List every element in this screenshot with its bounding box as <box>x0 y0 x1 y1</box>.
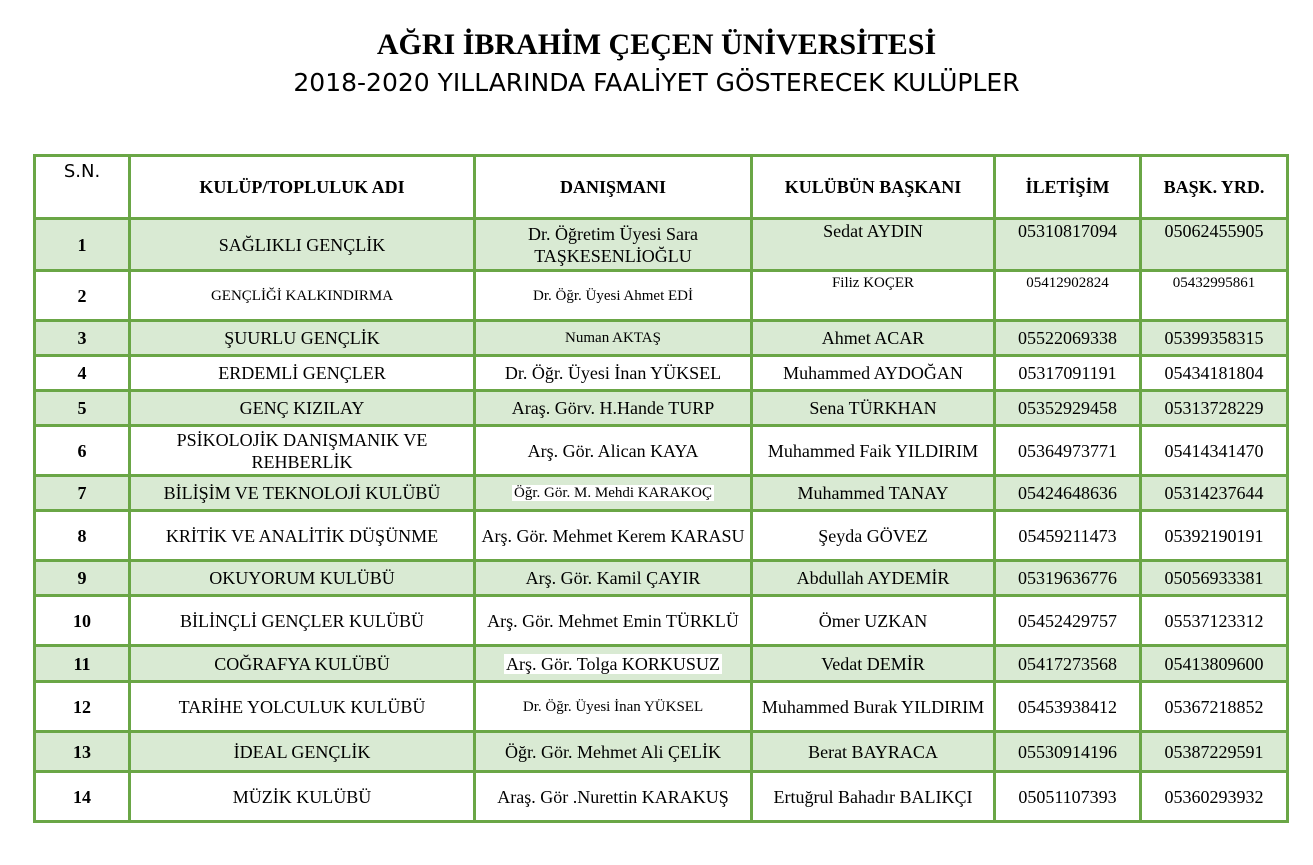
row-number: 2 <box>35 271 130 321</box>
contact-phone: 05310817094 <box>995 219 1141 271</box>
vice-phone: 05413809600 <box>1141 646 1288 682</box>
contact-phone: 05522069338 <box>995 321 1141 356</box>
contact-phone: 05459211473 <box>995 511 1141 561</box>
president-name: Vedat DEMİR <box>752 646 995 682</box>
table-row <box>35 219 1288 271</box>
document-subtitle: 2018-2020 YILLARINDA FAALİYET GÖSTERECEK KULÜPLER <box>293 68 1020 97</box>
column-header-vice: BAŞK. YRD. <box>1141 156 1288 219</box>
advisor-name-text: Öğr. Gör. M. Mehdi KARAKOÇ <box>514 485 712 501</box>
table-row <box>35 391 1288 426</box>
table-row <box>35 321 1288 356</box>
vice-phone: 05387229591 <box>1141 732 1288 772</box>
advisor-name: Araş. Görv. H.Hande TURP <box>475 391 752 426</box>
club-name: GENÇLİĞİ KALKINDIRMA <box>130 271 475 321</box>
table-row <box>35 646 1288 682</box>
vice-phone: 05414341470 <box>1141 426 1288 476</box>
club-name: PSİKOLOJİK DANIŞMANIK VE REHBERLİK <box>130 426 475 476</box>
advisor-name: Numan AKTAŞ <box>475 321 752 356</box>
club-name: BİLİNÇLİ GENÇLER KULÜBÜ <box>130 596 475 646</box>
row-number: 12 <box>35 682 130 732</box>
club-name: ERDEMLİ GENÇLER <box>130 356 475 391</box>
vice-phone: 05434181804 <box>1141 356 1288 391</box>
row-number: 13 <box>35 732 130 772</box>
table-row <box>35 356 1288 391</box>
table-row <box>35 271 1288 321</box>
advisor-name: Araş. Gör .Nurettin KARAKUŞ <box>475 772 752 822</box>
vice-phone: 05432995861 <box>1141 271 1288 321</box>
row-number: 9 <box>35 561 130 596</box>
row-number: 1 <box>35 219 130 271</box>
president-name: Filiz KOÇER <box>752 271 995 321</box>
vice-phone: 05537123312 <box>1141 596 1288 646</box>
advisor-name: Dr. Öğr. Üyesi İnan YÜKSEL <box>475 682 752 732</box>
vice-phone: 05360293932 <box>1141 772 1288 822</box>
advisor-name: Dr. Öğr. Üyesi İnan YÜKSEL <box>475 356 752 391</box>
table-row <box>35 426 1288 476</box>
president-name: Muhammed TANAY <box>752 476 995 511</box>
column-header-advisor: DANIŞMANI <box>475 156 752 219</box>
vice-phone: 05313728229 <box>1141 391 1288 426</box>
advisor-name: Arş. Gör. Alican KAYA <box>475 426 752 476</box>
president-name: Muhammed AYDOĞAN <box>752 356 995 391</box>
club-name: MÜZİK KULÜBÜ <box>130 772 475 822</box>
row-number: 6 <box>35 426 130 476</box>
vice-phone: 05056933381 <box>1141 561 1288 596</box>
president-name: Sena TÜRKHAN <box>752 391 995 426</box>
vice-phone: 05367218852 <box>1141 682 1288 732</box>
table-row <box>35 596 1288 646</box>
president-name: Abdullah AYDEMİR <box>752 561 995 596</box>
table-row <box>35 511 1288 561</box>
advisor-name: Arş. Gör. Kamil ÇAYIR <box>475 561 752 596</box>
table-row <box>35 561 1288 596</box>
club-name: BİLİŞİM VE TEKNOLOJİ KULÜBÜ <box>130 476 475 511</box>
row-number: 4 <box>35 356 130 391</box>
row-number: 10 <box>35 596 130 646</box>
club-name: SAĞLIKLI GENÇLİK <box>130 219 475 271</box>
contact-phone: 05424648636 <box>995 476 1141 511</box>
table-row <box>35 476 1288 511</box>
club-name: TARİHE YOLCULUK KULÜBÜ <box>130 682 475 732</box>
university-title: AĞRI İBRAHİM ÇEÇEN ÜNİVERSİTESİ <box>376 28 937 61</box>
row-number: 5 <box>35 391 130 426</box>
contact-phone: 05452429757 <box>995 596 1141 646</box>
row-number: 11 <box>35 646 130 682</box>
contact-phone: 05364973771 <box>995 426 1141 476</box>
club-name: ŞUURLU GENÇLİK <box>130 321 475 356</box>
column-header-contact: İLETİŞİM <box>995 156 1141 219</box>
president-name: Ertuğrul Bahadır BALIKÇI <box>752 772 995 822</box>
club-name: İDEAL GENÇLİK <box>130 732 475 772</box>
table-header-row <box>35 156 1288 219</box>
table-row <box>35 772 1288 822</box>
contact-phone: 05352929458 <box>995 391 1141 426</box>
row-number: 14 <box>35 772 130 822</box>
advisor-name <box>475 476 752 511</box>
president-name: Muhammed Faik YILDIRIM <box>752 426 995 476</box>
vice-phone: 05062455905 <box>1141 219 1288 271</box>
contact-phone: 05051107393 <box>995 772 1141 822</box>
president-name: Ahmet ACAR <box>752 321 995 356</box>
table-row <box>35 732 1288 772</box>
contact-phone: 05453938412 <box>995 682 1141 732</box>
contact-phone: 05319636776 <box>995 561 1141 596</box>
vice-phone: 05399358315 <box>1141 321 1288 356</box>
advisor-name: Arş. Gör. Mehmet Kerem KARASU <box>475 511 752 561</box>
contact-phone: 05412902824 <box>995 271 1141 321</box>
club-name: OKUYORUM KULÜBÜ <box>130 561 475 596</box>
president-name: Muhammed Burak YILDIRIM <box>752 682 995 732</box>
row-number: 8 <box>35 511 130 561</box>
club-name: GENÇ KIZILAY <box>130 391 475 426</box>
president-name: Sedat AYDIN <box>752 219 995 271</box>
advisor-name: Dr. Öğretim Üyesi Sara TAŞKESENLİOĞLU <box>475 219 752 271</box>
advisor-name <box>475 646 752 682</box>
column-header-sn: S.N. <box>35 156 130 219</box>
advisor-name: Öğr. Gör. Mehmet Ali ÇELİK <box>475 732 752 772</box>
vice-phone: 05392190191 <box>1141 511 1288 561</box>
contact-phone: 05417273568 <box>995 646 1141 682</box>
row-number: 7 <box>35 476 130 511</box>
club-name: KRİTİK VE ANALİTİK DÜŞÜNME <box>130 511 475 561</box>
clubs-table <box>33 154 1289 823</box>
column-header-club: KULÜP/TOPLULUK ADI <box>130 156 475 219</box>
vice-phone: 05314237644 <box>1141 476 1288 511</box>
table-row <box>35 682 1288 732</box>
advisor-name: Arş. Gör. Mehmet Emin TÜRKLÜ <box>475 596 752 646</box>
president-name: Şeyda GÖVEZ <box>752 511 995 561</box>
column-header-president: KULÜBÜN BAŞKANI <box>752 156 995 219</box>
advisor-name-text: Arş. Gör. Tolga KORKUSUZ <box>506 653 720 674</box>
club-name: COĞRAFYA KULÜBÜ <box>130 646 475 682</box>
president-name: Berat BAYRACA <box>752 732 995 772</box>
contact-phone: 05317091191 <box>995 356 1141 391</box>
row-number: 3 <box>35 321 130 356</box>
president-name: Ömer UZKAN <box>752 596 995 646</box>
contact-phone: 05530914196 <box>995 732 1141 772</box>
advisor-name: Dr. Öğr. Üyesi Ahmet EDİ <box>475 271 752 321</box>
